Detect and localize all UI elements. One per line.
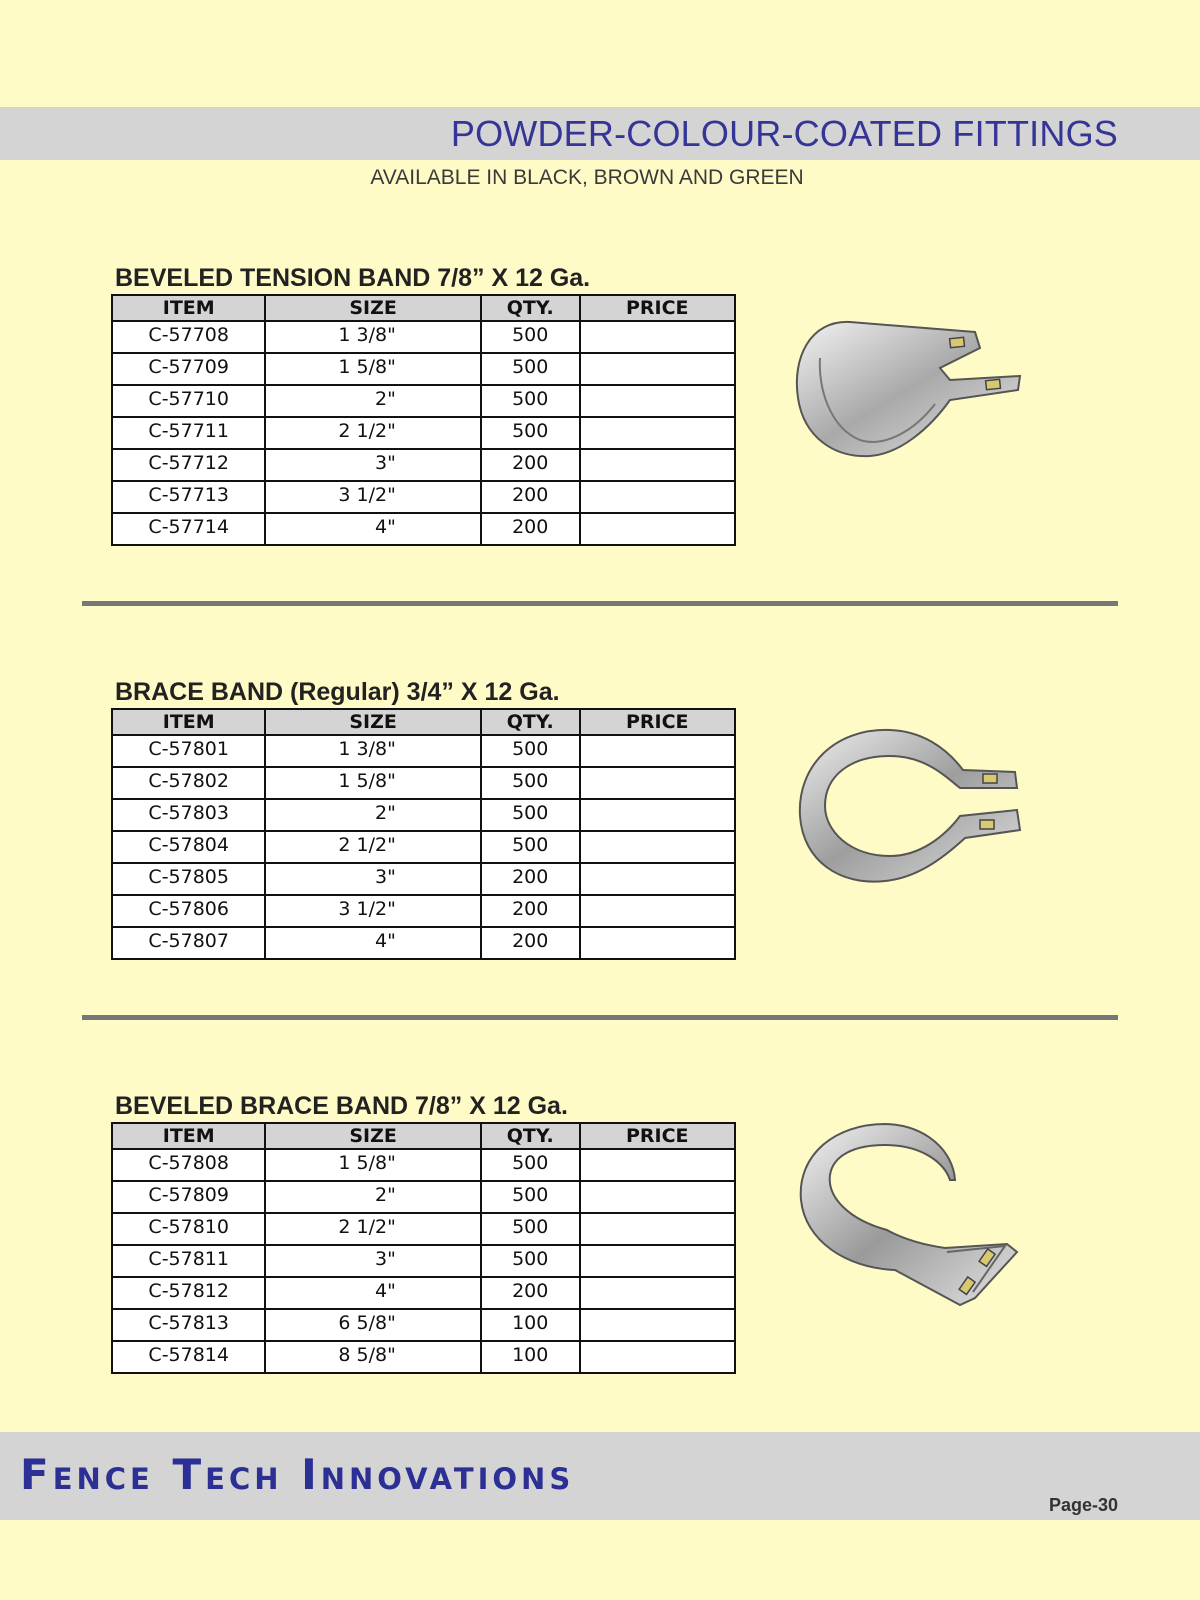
table-row bbox=[112, 1213, 735, 1245]
cell-item: C-57714 bbox=[112, 513, 265, 545]
cell-price bbox=[580, 767, 735, 799]
subtitle-text: AVAILABLE IN BLACK, BROWN AND GREEN bbox=[370, 166, 804, 189]
cell-price bbox=[580, 895, 735, 927]
cell-size: 2 1/2" bbox=[265, 831, 480, 863]
cell-price bbox=[580, 1341, 735, 1373]
col-size: SIZE bbox=[265, 709, 480, 735]
cell-item: C-57713 bbox=[112, 481, 265, 513]
cell-item: C-57804 bbox=[112, 831, 265, 863]
tension-band-icon bbox=[790, 318, 1040, 468]
cell-price bbox=[580, 1213, 735, 1245]
table-row bbox=[112, 1277, 735, 1309]
cell-price bbox=[580, 385, 735, 417]
cell-qty: 200 bbox=[481, 1277, 580, 1309]
cell-qty: 500 bbox=[481, 1245, 580, 1277]
cell-item: C-57708 bbox=[112, 321, 265, 353]
cell-price bbox=[580, 353, 735, 385]
cell-qty: 200 bbox=[481, 895, 580, 927]
col-size: SIZE bbox=[265, 1123, 480, 1149]
cell-price bbox=[580, 1277, 735, 1309]
cell-size: 1 5/8" bbox=[265, 767, 480, 799]
cell-item: C-57806 bbox=[112, 895, 265, 927]
cell-qty: 500 bbox=[481, 1149, 580, 1181]
brace-band-icon bbox=[795, 726, 1035, 896]
cell-size: 3" bbox=[265, 449, 480, 481]
table-row bbox=[112, 735, 735, 767]
table-row bbox=[112, 1181, 735, 1213]
cell-item: C-57811 bbox=[112, 1245, 265, 1277]
table-row bbox=[112, 417, 735, 449]
cell-qty: 200 bbox=[481, 513, 580, 545]
col-size: SIZE bbox=[265, 295, 480, 321]
cell-item: C-57812 bbox=[112, 1277, 265, 1309]
col-price: PRICE bbox=[580, 295, 735, 321]
table-row bbox=[112, 863, 735, 895]
page-title: POWDER-COLOUR-COATED FITTINGS bbox=[450, 113, 1118, 154]
cell-price bbox=[580, 1309, 735, 1341]
cell-size: 3" bbox=[265, 1245, 480, 1277]
cell-qty: 500 bbox=[481, 321, 580, 353]
cell-qty: 500 bbox=[481, 385, 580, 417]
brand-logo: Fence Tech Innovations bbox=[20, 1450, 575, 1499]
cell-price bbox=[580, 1149, 735, 1181]
cell-size: 3" bbox=[265, 863, 480, 895]
table-row bbox=[112, 385, 735, 417]
cell-size: 4" bbox=[265, 1277, 480, 1309]
table-header-row bbox=[112, 295, 735, 321]
col-item: ITEM bbox=[112, 709, 265, 735]
cell-item: C-57711 bbox=[112, 417, 265, 449]
table-row bbox=[112, 927, 735, 959]
cell-size: 4" bbox=[265, 927, 480, 959]
cell-qty: 200 bbox=[481, 863, 580, 895]
col-qty: QTY. bbox=[481, 709, 580, 735]
cell-price bbox=[580, 831, 735, 863]
cell-qty: 500 bbox=[481, 831, 580, 863]
cell-qty: 500 bbox=[481, 1181, 580, 1213]
cell-size: 1 3/8" bbox=[265, 321, 480, 353]
product-table bbox=[111, 1122, 736, 1374]
cell-item: C-57807 bbox=[112, 927, 265, 959]
cell-size: 2" bbox=[265, 799, 480, 831]
table-row bbox=[112, 481, 735, 513]
cell-price bbox=[580, 863, 735, 895]
cell-qty: 100 bbox=[481, 1341, 580, 1373]
table-row bbox=[112, 513, 735, 545]
cell-qty: 200 bbox=[481, 481, 580, 513]
table-row bbox=[112, 449, 735, 481]
section-divider bbox=[82, 1015, 1118, 1020]
cell-item: C-57813 bbox=[112, 1309, 265, 1341]
section-heading: BRACE BAND (Regular) 3/4” X 12 Ga. bbox=[115, 678, 560, 706]
cell-item: C-57805 bbox=[112, 863, 265, 895]
cell-item: C-57814 bbox=[112, 1341, 265, 1373]
col-item: ITEM bbox=[112, 1123, 265, 1149]
col-price: PRICE bbox=[580, 1123, 735, 1149]
cell-qty: 500 bbox=[481, 799, 580, 831]
title-band bbox=[0, 107, 1200, 160]
cell-price bbox=[580, 513, 735, 545]
cell-price bbox=[580, 1245, 735, 1277]
table-header-row bbox=[112, 709, 735, 735]
cell-item: C-57709 bbox=[112, 353, 265, 385]
cell-size: 1 5/8" bbox=[265, 353, 480, 385]
cell-size: 2" bbox=[265, 385, 480, 417]
cell-price bbox=[580, 735, 735, 767]
cell-item: C-57801 bbox=[112, 735, 265, 767]
cell-price bbox=[580, 321, 735, 353]
col-qty: QTY. bbox=[481, 295, 580, 321]
cell-item: C-57809 bbox=[112, 1181, 265, 1213]
cell-qty: 500 bbox=[481, 353, 580, 385]
cell-size: 8 5/8" bbox=[265, 1341, 480, 1373]
cell-size: 1 3/8" bbox=[265, 735, 480, 767]
cell-size: 6 5/8" bbox=[265, 1309, 480, 1341]
table-row bbox=[112, 799, 735, 831]
cell-size: 4" bbox=[265, 513, 480, 545]
cell-size: 3 1/2" bbox=[265, 481, 480, 513]
beveled-brace-band-icon bbox=[795, 1120, 1035, 1330]
table-header-row bbox=[112, 1123, 735, 1149]
table-row bbox=[112, 767, 735, 799]
cell-item: C-57712 bbox=[112, 449, 265, 481]
footer-band bbox=[0, 1432, 1200, 1520]
product-table bbox=[111, 294, 736, 546]
cell-size: 1 5/8" bbox=[265, 1149, 480, 1181]
cell-qty: 100 bbox=[481, 1309, 580, 1341]
table-row bbox=[112, 1245, 735, 1277]
section-heading: BEVELED TENSION BAND 7/8” X 12 Ga. bbox=[115, 264, 591, 292]
cell-price bbox=[580, 449, 735, 481]
page-number: Page-30 bbox=[1048, 1495, 1118, 1515]
cell-price bbox=[580, 481, 735, 513]
table-row bbox=[112, 1309, 735, 1341]
table-row bbox=[112, 831, 735, 863]
table-row bbox=[112, 1341, 735, 1373]
cell-item: C-57710 bbox=[112, 385, 265, 417]
cell-qty: 500 bbox=[481, 417, 580, 449]
cell-price bbox=[580, 417, 735, 449]
cell-size: 2 1/2" bbox=[265, 1213, 480, 1245]
cell-size: 2" bbox=[265, 1181, 480, 1213]
cell-item: C-57810 bbox=[112, 1213, 265, 1245]
cell-size: 3 1/2" bbox=[265, 895, 480, 927]
section-divider bbox=[82, 601, 1118, 606]
section-heading: BEVELED BRACE BAND 7/8” X 12 Ga. bbox=[115, 1092, 568, 1120]
col-item: ITEM bbox=[112, 295, 265, 321]
cell-qty: 200 bbox=[481, 449, 580, 481]
page-subtitle bbox=[0, 166, 1200, 190]
cell-qty: 500 bbox=[481, 735, 580, 767]
cell-qty: 200 bbox=[481, 927, 580, 959]
cell-item: C-57803 bbox=[112, 799, 265, 831]
cell-price bbox=[580, 799, 735, 831]
cell-qty: 500 bbox=[481, 1213, 580, 1245]
table-row bbox=[112, 353, 735, 385]
cell-item: C-57808 bbox=[112, 1149, 265, 1181]
cell-price bbox=[580, 1181, 735, 1213]
table-row bbox=[112, 321, 735, 353]
cell-size: 2 1/2" bbox=[265, 417, 480, 449]
product-table bbox=[111, 708, 736, 960]
cell-item: C-57802 bbox=[112, 767, 265, 799]
table-row bbox=[112, 895, 735, 927]
cell-qty: 500 bbox=[481, 767, 580, 799]
table-row bbox=[112, 1149, 735, 1181]
col-qty: QTY. bbox=[481, 1123, 580, 1149]
cell-price bbox=[580, 927, 735, 959]
col-price: PRICE bbox=[580, 709, 735, 735]
